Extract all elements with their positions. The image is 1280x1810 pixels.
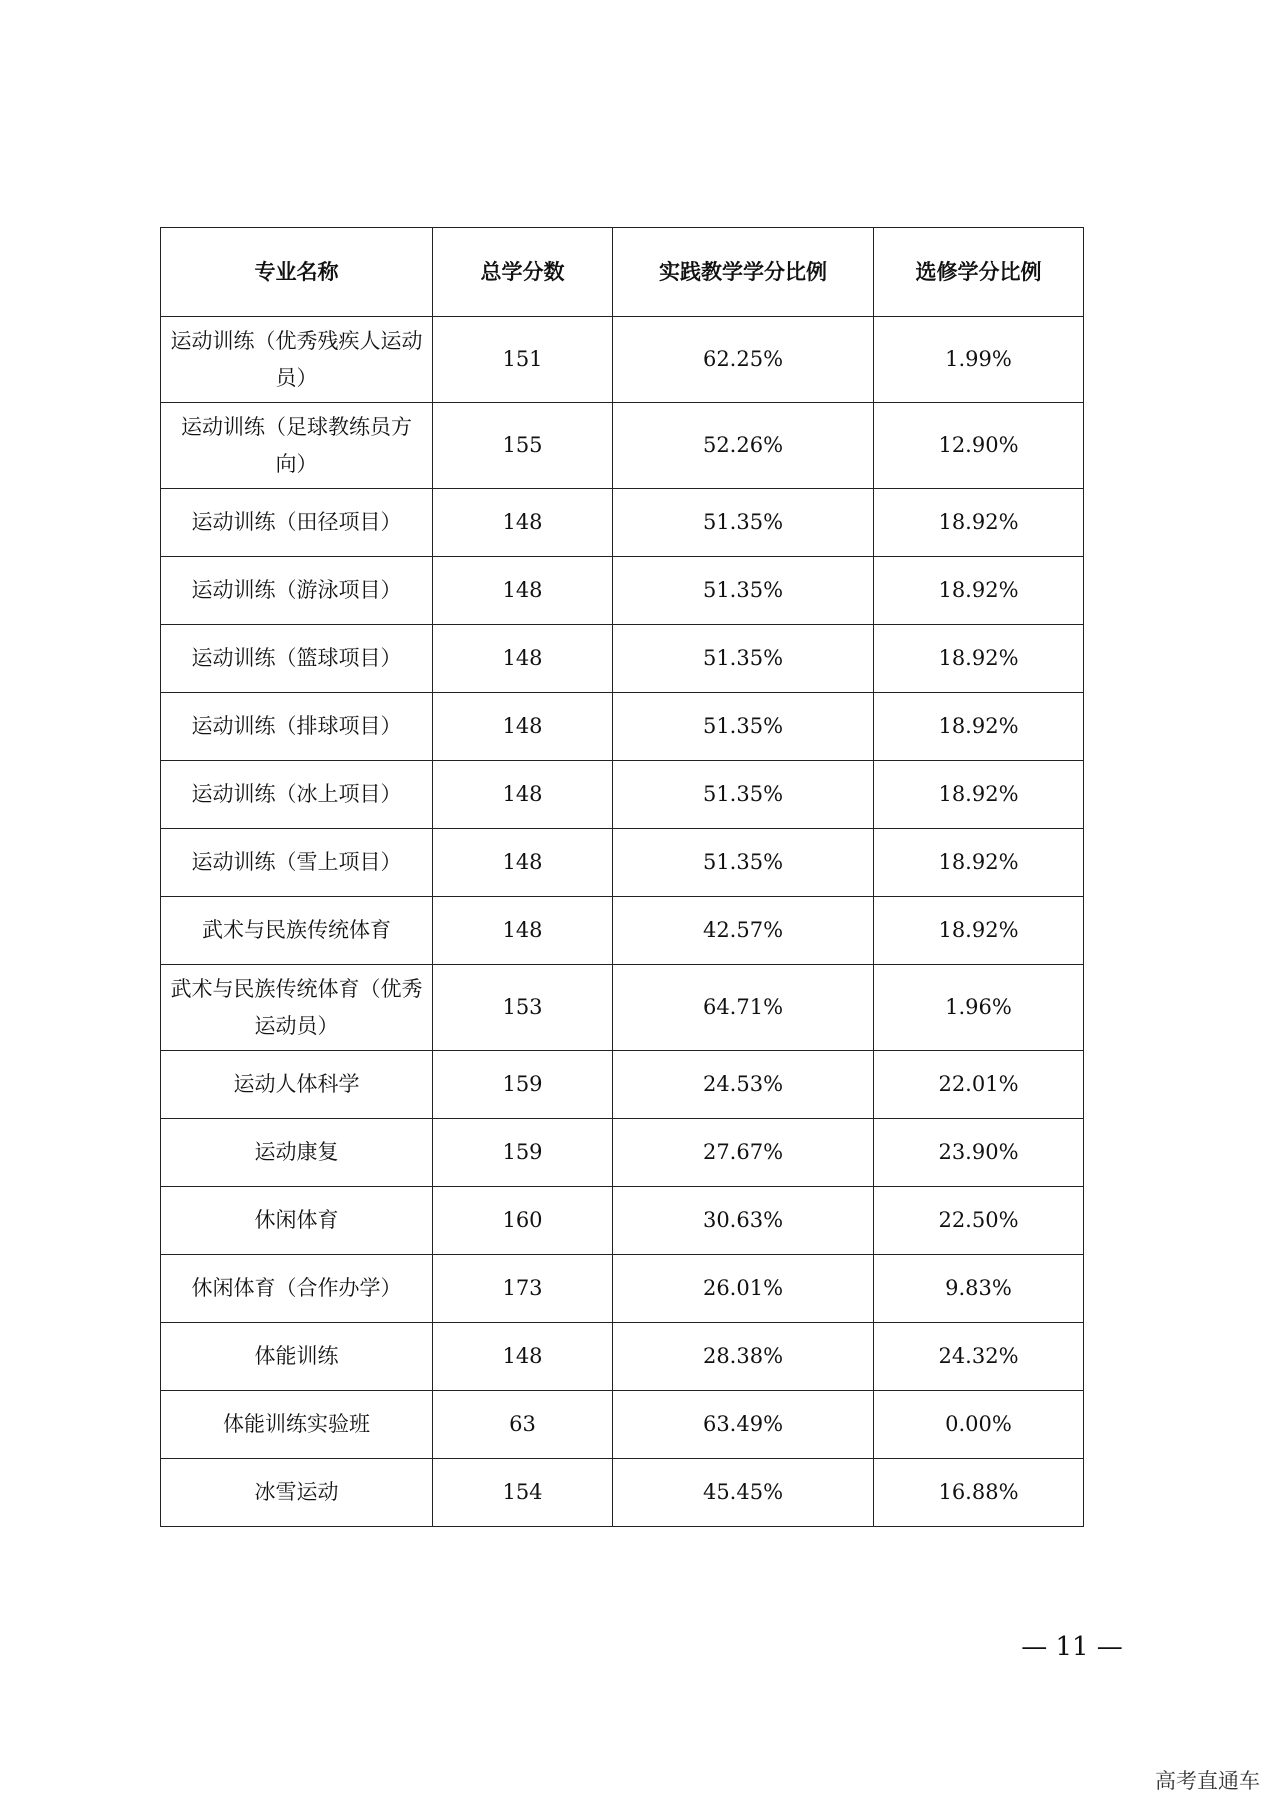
practice-ratio-cell: 27.67% bbox=[613, 1119, 874, 1187]
credits-table bbox=[160, 227, 1084, 1527]
table-row bbox=[161, 1051, 1084, 1119]
total-credits-cell: 159 bbox=[433, 1119, 613, 1187]
header-total-credits: 总学分数 bbox=[433, 228, 613, 317]
total-credits-cell: 154 bbox=[433, 1459, 613, 1527]
practice-ratio-cell: 63.49% bbox=[613, 1391, 874, 1459]
table-row bbox=[161, 1323, 1084, 1391]
page-number: — 11 — bbox=[1021, 1632, 1123, 1662]
elective-ratio-cell: 1.96% bbox=[874, 965, 1084, 1051]
total-credits-cell: 148 bbox=[433, 761, 613, 829]
total-credits-cell: 148 bbox=[433, 489, 613, 557]
major-name-cell: 运动训练（排球项目） bbox=[161, 693, 433, 761]
practice-ratio-cell: 51.35% bbox=[613, 489, 874, 557]
elective-ratio-cell: 18.92% bbox=[874, 829, 1084, 897]
major-name-cell: 运动训练（游泳项目） bbox=[161, 557, 433, 625]
practice-ratio-cell: 52.26% bbox=[613, 403, 874, 489]
total-credits-cell: 148 bbox=[433, 829, 613, 897]
elective-ratio-cell: 12.90% bbox=[874, 403, 1084, 489]
practice-ratio-cell: 42.57% bbox=[613, 897, 874, 965]
practice-ratio-cell: 64.71% bbox=[613, 965, 874, 1051]
table-row bbox=[161, 1255, 1084, 1323]
elective-ratio-cell: 18.92% bbox=[874, 489, 1084, 557]
elective-ratio-cell: 1.99% bbox=[874, 317, 1084, 403]
elective-ratio-cell: 22.01% bbox=[874, 1051, 1084, 1119]
table-row bbox=[161, 1391, 1084, 1459]
table-row bbox=[161, 557, 1084, 625]
table-header-row bbox=[161, 228, 1084, 317]
major-name-cell: 休闲体育（合作办学） bbox=[161, 1255, 433, 1323]
major-name-cell: 冰雪运动 bbox=[161, 1459, 433, 1527]
table-row bbox=[161, 1459, 1084, 1527]
major-name-cell: 体能训练 bbox=[161, 1323, 433, 1391]
elective-ratio-cell: 16.88% bbox=[874, 1459, 1084, 1527]
major-name-cell: 武术与民族传统体育（优秀运动员） bbox=[161, 965, 433, 1051]
major-name-cell: 体能训练实验班 bbox=[161, 1391, 433, 1459]
practice-ratio-cell: 51.35% bbox=[613, 761, 874, 829]
total-credits-cell: 160 bbox=[433, 1187, 613, 1255]
total-credits-cell: 173 bbox=[433, 1255, 613, 1323]
major-name-cell: 运动训练（篮球项目） bbox=[161, 625, 433, 693]
practice-ratio-cell: 30.63% bbox=[613, 1187, 874, 1255]
total-credits-cell: 148 bbox=[433, 897, 613, 965]
table-row bbox=[161, 829, 1084, 897]
practice-ratio-cell: 45.45% bbox=[613, 1459, 874, 1527]
elective-ratio-cell: 22.50% bbox=[874, 1187, 1084, 1255]
practice-ratio-cell: 51.35% bbox=[613, 829, 874, 897]
elective-ratio-cell: 18.92% bbox=[874, 897, 1084, 965]
total-credits-cell: 159 bbox=[433, 1051, 613, 1119]
table-row bbox=[161, 317, 1084, 403]
header-elective-ratio: 选修学分比例 bbox=[874, 228, 1084, 317]
total-credits-cell: 153 bbox=[433, 965, 613, 1051]
elective-ratio-cell: 18.92% bbox=[874, 557, 1084, 625]
major-name-cell: 运动训练（雪上项目） bbox=[161, 829, 433, 897]
practice-ratio-cell: 24.53% bbox=[613, 1051, 874, 1119]
total-credits-cell: 148 bbox=[433, 625, 613, 693]
practice-ratio-cell: 51.35% bbox=[613, 557, 874, 625]
major-name-cell: 运动康复 bbox=[161, 1119, 433, 1187]
table-row bbox=[161, 693, 1084, 761]
major-name-cell: 运动训练（足球教练员方向） bbox=[161, 403, 433, 489]
practice-ratio-cell: 51.35% bbox=[613, 625, 874, 693]
major-name-cell: 运动训练（田径项目） bbox=[161, 489, 433, 557]
table-row bbox=[161, 761, 1084, 829]
elective-ratio-cell: 9.83% bbox=[874, 1255, 1084, 1323]
total-credits-cell: 148 bbox=[433, 1323, 613, 1391]
table-row bbox=[161, 1119, 1084, 1187]
elective-ratio-cell: 18.92% bbox=[874, 625, 1084, 693]
total-credits-cell: 151 bbox=[433, 317, 613, 403]
table-row bbox=[161, 403, 1084, 489]
table-row bbox=[161, 625, 1084, 693]
total-credits-cell: 148 bbox=[433, 557, 613, 625]
major-name-cell: 运动人体科学 bbox=[161, 1051, 433, 1119]
elective-ratio-cell: 23.90% bbox=[874, 1119, 1084, 1187]
header-major-name: 专业名称 bbox=[161, 228, 433, 317]
major-name-cell: 运动训练（冰上项目） bbox=[161, 761, 433, 829]
total-credits-cell: 155 bbox=[433, 403, 613, 489]
elective-ratio-cell: 0.00% bbox=[874, 1391, 1084, 1459]
total-credits-cell: 148 bbox=[433, 693, 613, 761]
major-name-cell: 运动训练（优秀残疾人运动员） bbox=[161, 317, 433, 403]
table-row bbox=[161, 1187, 1084, 1255]
watermark-text: 高考直通车 bbox=[1155, 1769, 1260, 1793]
elective-ratio-cell: 24.32% bbox=[874, 1323, 1084, 1391]
table-row bbox=[161, 897, 1084, 965]
header-practice-ratio: 实践教学学分比例 bbox=[613, 228, 874, 317]
table-row bbox=[161, 965, 1084, 1051]
major-name-cell: 武术与民族传统体育 bbox=[161, 897, 433, 965]
practice-ratio-cell: 26.01% bbox=[613, 1255, 874, 1323]
elective-ratio-cell: 18.92% bbox=[874, 693, 1084, 761]
practice-ratio-cell: 62.25% bbox=[613, 317, 874, 403]
major-name-cell: 休闲体育 bbox=[161, 1187, 433, 1255]
practice-ratio-cell: 51.35% bbox=[613, 693, 874, 761]
elective-ratio-cell: 18.92% bbox=[874, 761, 1084, 829]
practice-ratio-cell: 28.38% bbox=[613, 1323, 874, 1391]
total-credits-cell: 63 bbox=[433, 1391, 613, 1459]
table-row bbox=[161, 489, 1084, 557]
